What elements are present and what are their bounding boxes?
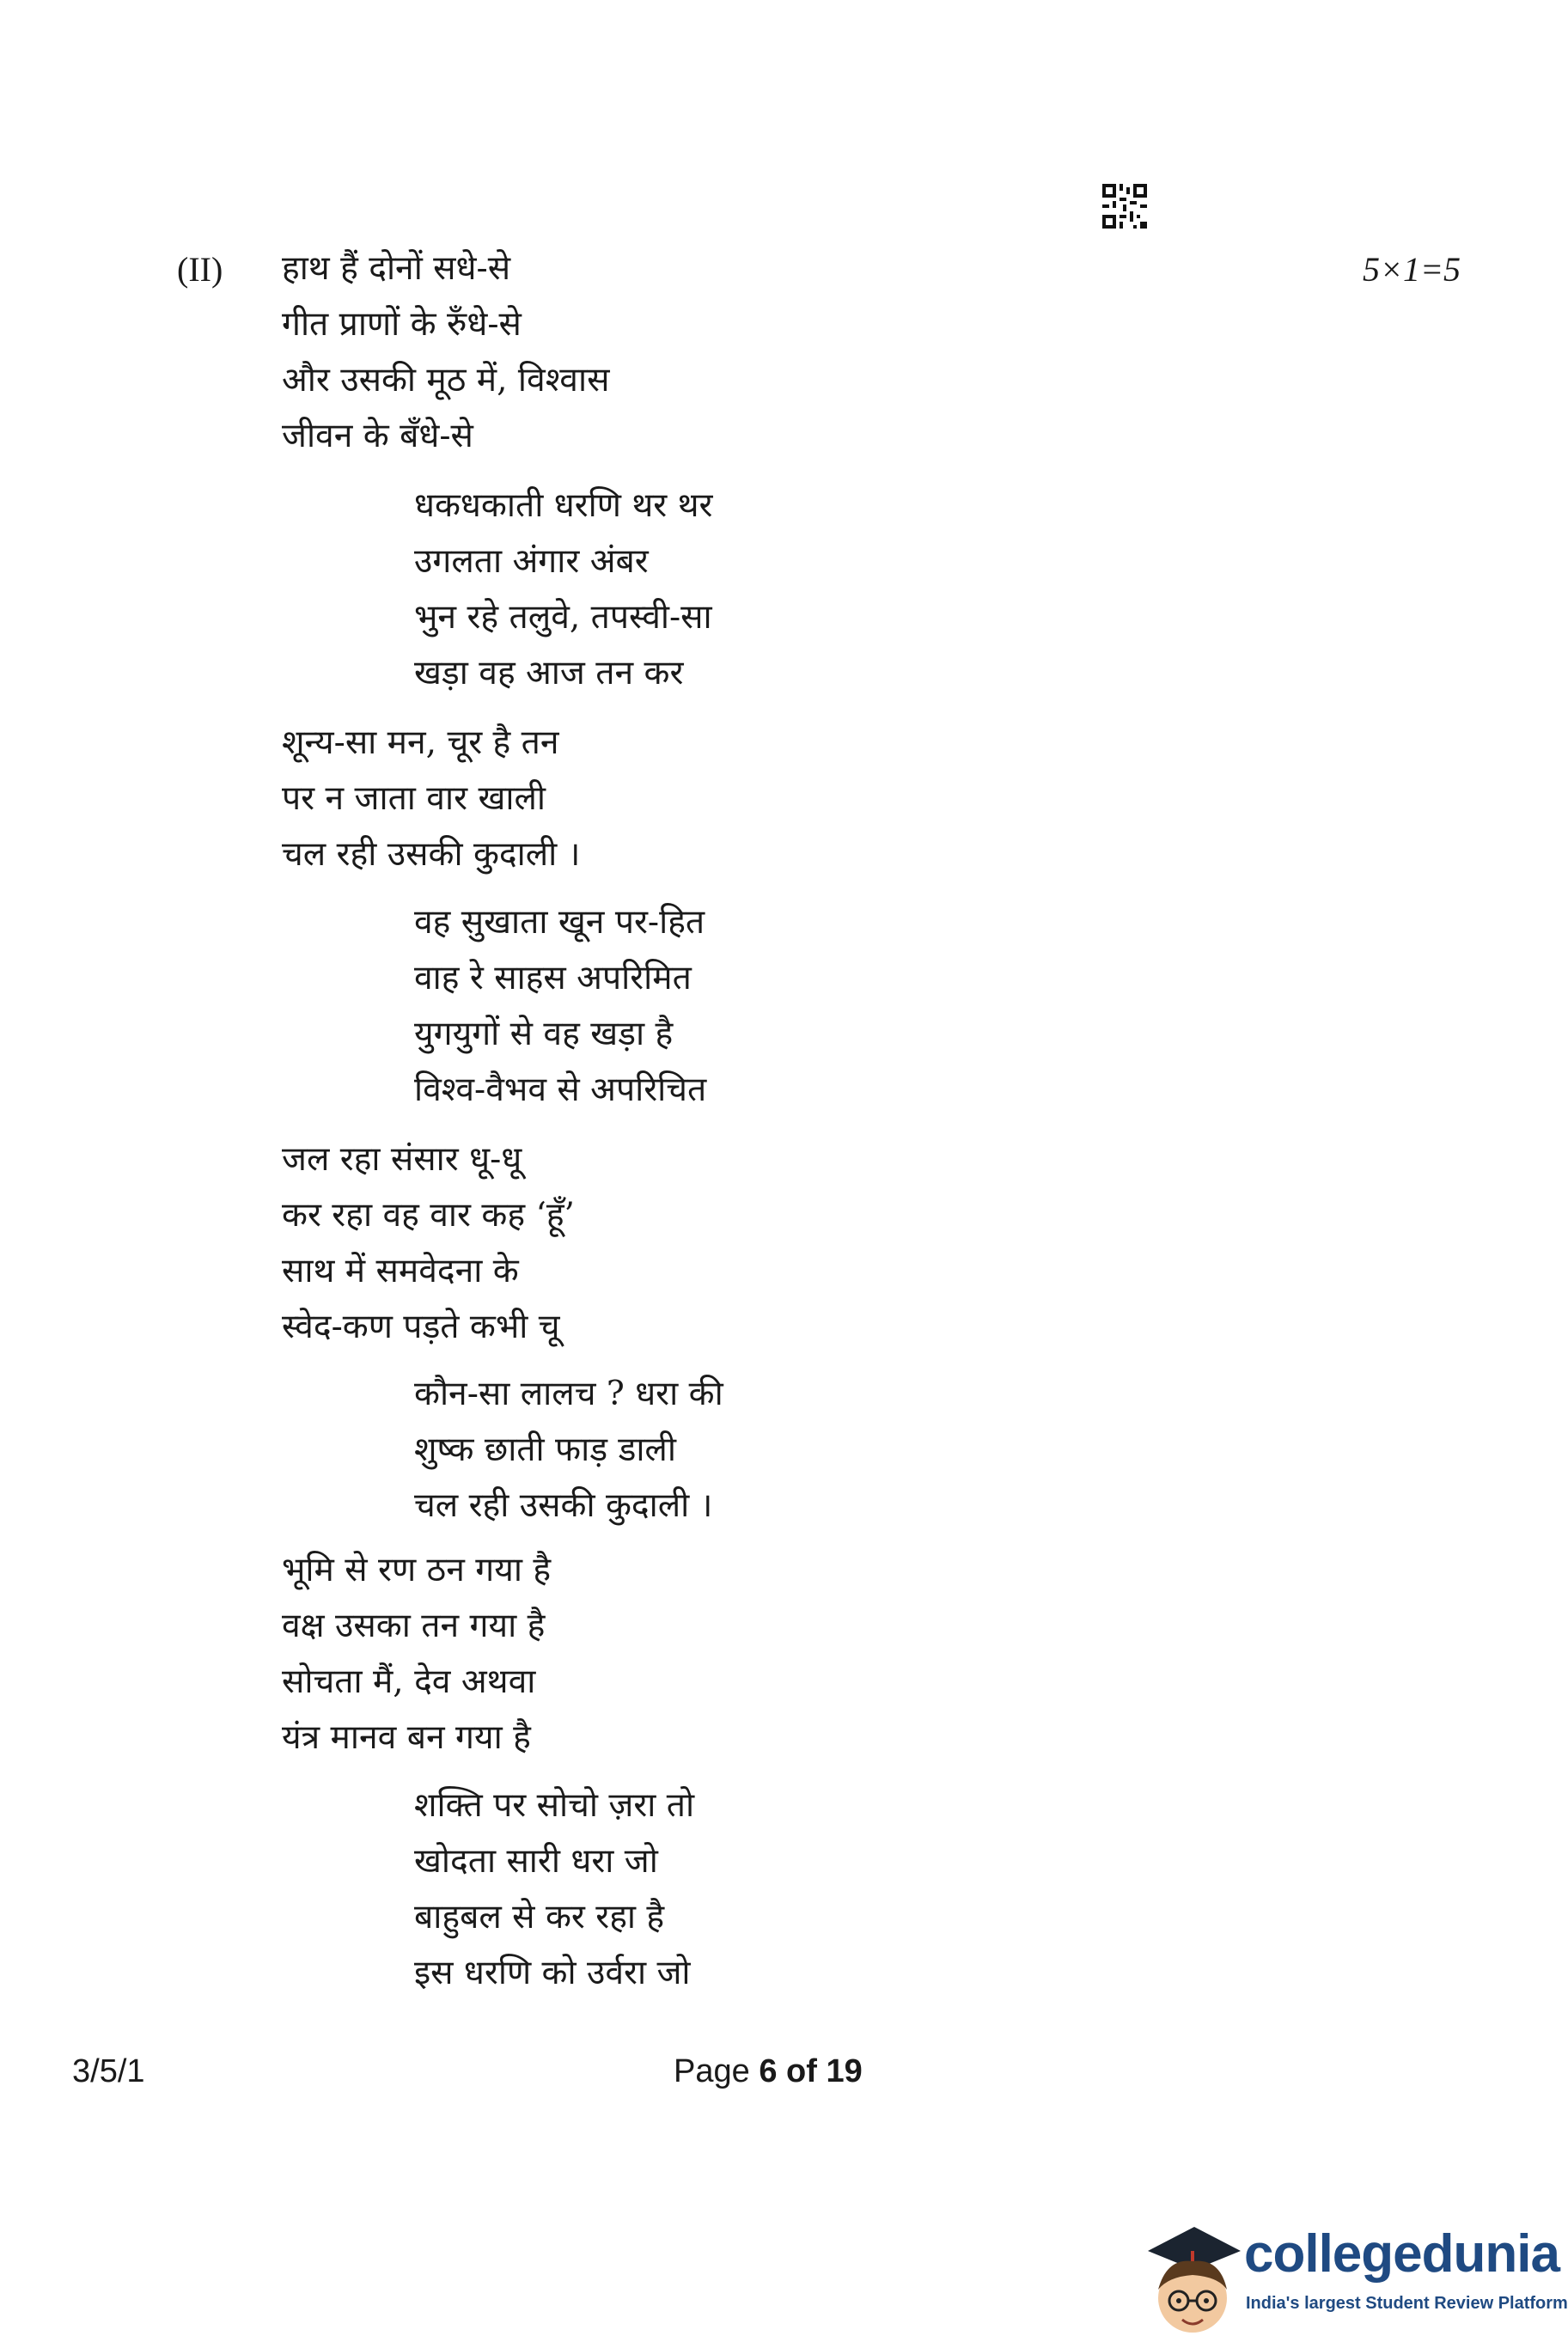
poem-line: बाहुबल से कर रहा है <box>414 1898 665 1936</box>
poem-line: जल रहा संसार धू-धू <box>282 1140 522 1179</box>
poem-line: भूमि से रण ठन गया है <box>282 1551 552 1589</box>
poem-line: हाथ हैं दोनों सधे-से <box>282 249 511 288</box>
poem-stanza-5 <box>282 1131 575 1355</box>
poem-line: खोदता सारी धरा जो <box>414 1842 658 1881</box>
question-marks: 5×1=5 <box>1363 250 1461 289</box>
page-total: 19 <box>826 2053 863 2089</box>
page-of: of <box>786 2053 817 2089</box>
poem-line: चल रही उसकी कुदाली । <box>414 1486 713 1525</box>
page-current: 6 <box>759 2053 778 2089</box>
poem-line: विश्व-वैभव से अपरिचित <box>414 1070 707 1109</box>
poem-stanza-8 <box>414 1778 694 2001</box>
qr-code-icon <box>1102 184 1147 229</box>
paper-code: 3/5/1 <box>72 2053 145 2089</box>
poem-line: इस धरणि को उर्वरा जो <box>414 1954 691 1992</box>
poem-line: गीत प्राणों के रुँधे-से <box>282 305 522 344</box>
poem-line: वह सुखाता खून पर-हित <box>414 903 705 942</box>
brand-name: collegedunia <box>1244 2224 1559 2284</box>
page-number <box>674 2053 863 2090</box>
poem-line: युगयुगों से वह खड़ा है <box>414 1015 674 1053</box>
poem-line: स्वेद-कण पड़ते कभी चू <box>282 1308 560 1346</box>
poem-line: भुन रहे तलुवे, तपस्वी-सा <box>414 598 712 637</box>
page-prefix: Page <box>674 2053 750 2089</box>
poem-stanza-4 <box>414 894 706 1118</box>
poem-line: खड़ा वह आज तन कर <box>414 654 684 692</box>
question-number: (II) <box>177 250 223 289</box>
collegedunia-watermark <box>1141 2217 1568 2342</box>
poem-line: पर न जाता वार खाली <box>282 779 546 818</box>
poem-line: कौन-सा लालच ? धरा की <box>414 1375 723 1413</box>
poem-line: वाह रे साहस अपरिमित <box>414 959 692 997</box>
poem-line: चल रही उसकी कुदाली । <box>282 835 581 874</box>
poem-line: जीवन के बँधे-से <box>282 417 473 455</box>
poem-line: वक्ष उसका तन गया है <box>282 1607 546 1645</box>
poem-stanza-2 <box>414 478 712 701</box>
mascot-icon <box>1141 2217 1244 2342</box>
poem-line: शक्ति पर सोचो ज़रा तो <box>414 1786 695 1825</box>
poem-line: शून्य-सा मन, चूर है तन <box>282 723 559 762</box>
poem-line: यंत्र मानव बन गया है <box>282 1718 531 1757</box>
poem-stanza-7 <box>282 1542 551 1766</box>
poem-line: शुष्क छाती फाड़ डाली <box>414 1430 676 1469</box>
poem-line: और उसकी मूठ में, विश्वास <box>282 361 610 399</box>
poem-line: साथ में समवेदना के <box>282 1252 519 1290</box>
poem-line: धकधकाती धरणि थर थर <box>414 486 713 525</box>
poem-line: उगलता अंगार अंबर <box>414 542 649 581</box>
brand-tagline: India's largest Student Review Platform <box>1246 2294 1568 2313</box>
poem-line: कर रहा वह वार कह ‘हूँ’ <box>282 1196 575 1235</box>
poem-stanza-6 <box>414 1366 723 1534</box>
poem-line: सोचता मैं, देव अथवा <box>282 1662 536 1701</box>
poem-stanza-1 <box>282 241 609 464</box>
poem-stanza-3 <box>282 715 580 882</box>
